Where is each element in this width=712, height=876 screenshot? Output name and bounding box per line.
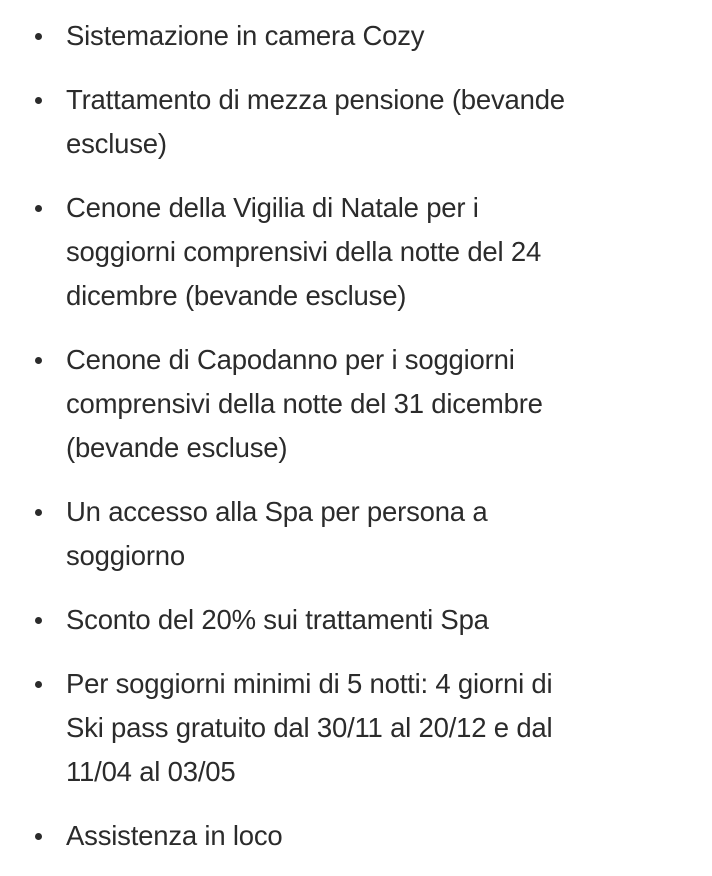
bullet-icon	[35, 357, 42, 364]
bullet-icon	[35, 205, 42, 212]
list-item-line: soggiorno	[66, 540, 185, 571]
list-item	[66, 814, 688, 858]
list-item-line: Sistemazione in camera Cozy	[66, 20, 425, 51]
list-item-line: escluse)	[66, 128, 167, 159]
list-item-line: Trattamento di mezza pensione (bevande	[66, 84, 565, 115]
list-item-text	[66, 490, 688, 578]
bullet-icon	[35, 33, 42, 40]
list-item	[66, 186, 688, 318]
list-item-line: 11/04 al 03/05	[66, 756, 236, 787]
list-item-line: (bevande escluse)	[66, 432, 288, 463]
list-item-text	[66, 338, 688, 470]
bullet-icon	[35, 833, 42, 840]
list-item-text	[66, 662, 688, 794]
list-item	[66, 598, 688, 642]
list-item-text	[66, 186, 688, 318]
bullet-icon	[35, 617, 42, 624]
list-item	[66, 14, 688, 58]
list-item-line: Cenone di Capodanno per i soggiorni	[66, 344, 515, 375]
list-item-line: comprensivi della notte del 31 dicembre	[66, 388, 543, 419]
list-item-text	[66, 598, 688, 642]
list-item-text	[66, 814, 688, 858]
list-item-line: Assistenza in loco	[66, 820, 283, 851]
list-item-text	[66, 78, 688, 166]
list-item-line: Ski pass gratuito dal 30/11 al 20/12 e dal	[66, 712, 553, 743]
list-item	[66, 338, 688, 470]
list-item-line: Per soggiorni minimi di 5 notti: 4 giorni di	[66, 668, 553, 699]
list-item-line: Un accesso alla Spa per persona a	[66, 496, 488, 527]
list-item	[66, 662, 688, 794]
bullet-icon	[35, 681, 42, 688]
list-item-line: soggiorni comprensivi della notte del 24	[66, 236, 542, 267]
list-item-text	[66, 14, 688, 58]
list-item-line: Cenone della Vigilia di Natale per i	[66, 192, 479, 223]
list-item-line: Sconto del 20% sui trattamenti Spa	[66, 604, 489, 635]
list-item	[66, 490, 688, 578]
list-item	[66, 78, 688, 166]
bullet-icon	[35, 97, 42, 104]
list-item-line: dicembre (bevande escluse)	[66, 280, 407, 311]
bullet-icon	[35, 509, 42, 516]
